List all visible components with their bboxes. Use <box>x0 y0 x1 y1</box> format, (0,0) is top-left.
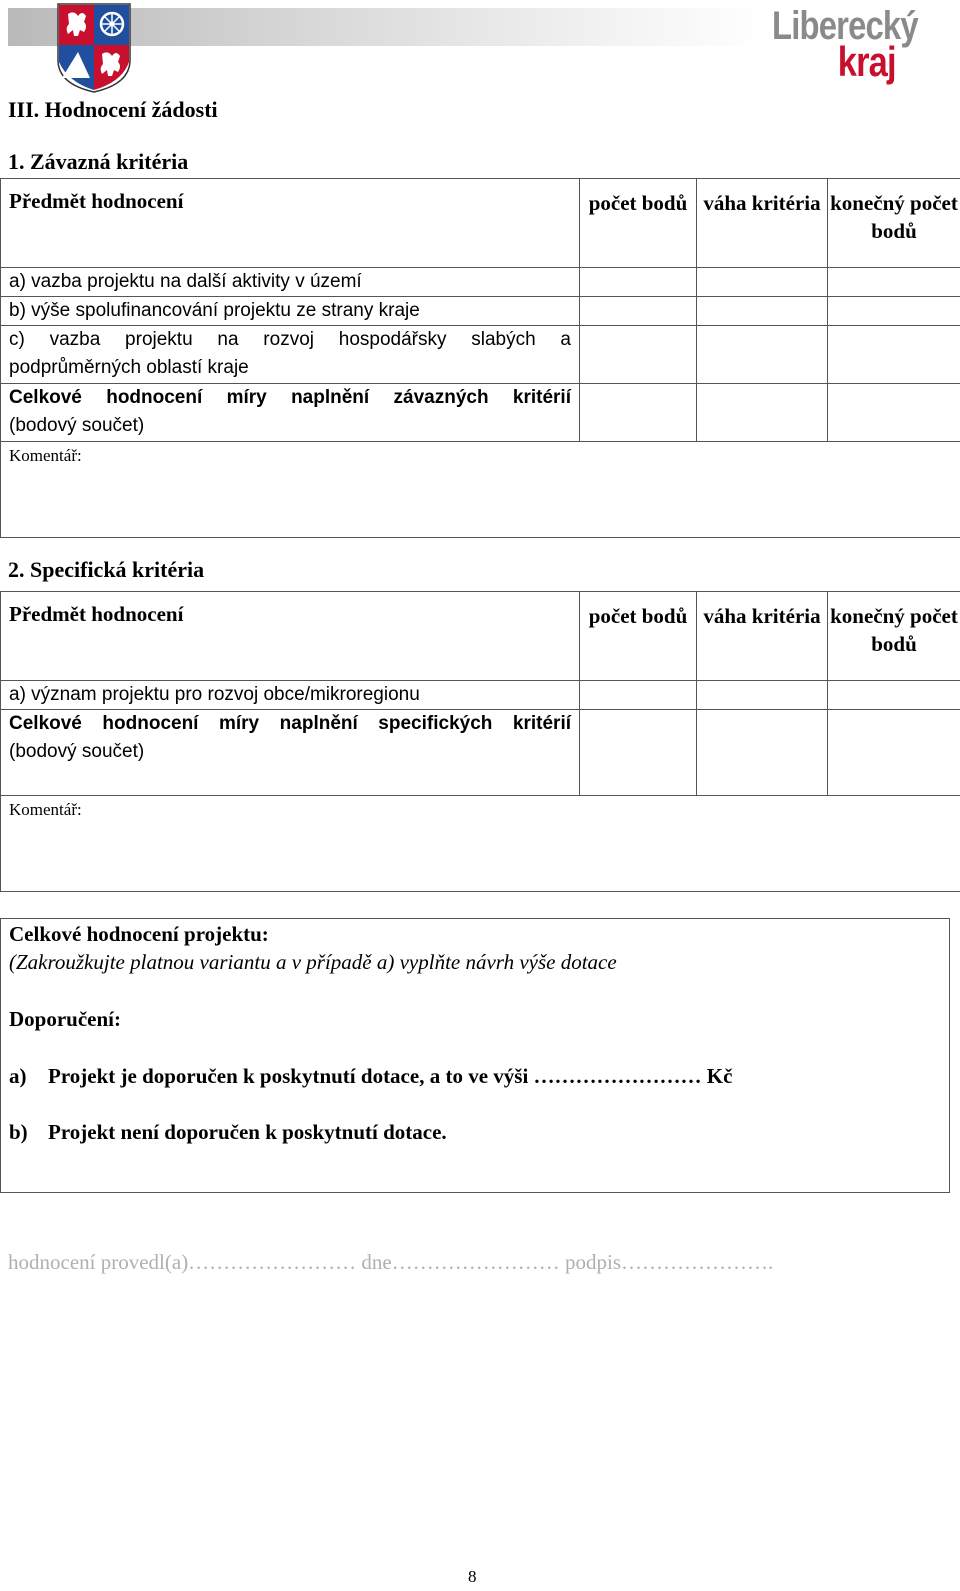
final-cell[interactable] <box>828 681 960 710</box>
final-cell[interactable] <box>828 297 960 326</box>
weight-cell[interactable] <box>697 268 828 297</box>
comment-field[interactable] <box>1 442 960 538</box>
comment-row <box>1 796 960 892</box>
final-cell[interactable] <box>828 326 960 384</box>
logo-text-kraj: kraj <box>837 38 896 85</box>
overall-evaluation-box <box>0 918 950 1193</box>
comment-label: Komentář: <box>9 800 82 819</box>
option-a-letter: a) <box>9 1064 27 1088</box>
col-weight-header: váha kritéria <box>697 179 828 268</box>
criterion-label: c) vazba projektu na rozvoj hospodářsky slabých a podprůměrných oblastí kraje <box>1 326 580 384</box>
points-cell[interactable] <box>580 681 697 710</box>
total-label-bold: Celkové hodnocení míry naplnění závazných kritérií <box>9 387 571 408</box>
criterion-label: a) význam projektu pro rozvoj obce/mikroregionu <box>1 681 580 710</box>
total-label <box>1 384 580 442</box>
total-label-bold: Celkové hodnocení míry naplnění specifických kritérií <box>9 713 571 734</box>
option-a[interactable] <box>9 1064 732 1089</box>
weight-cell[interactable] <box>697 384 828 442</box>
criterion-label: a) vazba projektu na další aktivity v území <box>1 268 580 297</box>
table-header-row <box>1 592 960 681</box>
recommendation-label: Doporučení: <box>9 1007 121 1031</box>
total-row <box>1 710 960 796</box>
final-cell[interactable] <box>828 268 960 297</box>
weight-cell[interactable] <box>697 710 828 796</box>
points-cell[interactable] <box>580 326 697 384</box>
comment-row <box>1 442 960 538</box>
col-weight-header: váha kritéria <box>697 592 828 681</box>
weight-cell[interactable] <box>697 681 828 710</box>
final-cell[interactable] <box>828 710 960 796</box>
table-row <box>1 681 960 710</box>
col-points-header: počet bodů <box>580 179 697 268</box>
table-header-row <box>1 179 960 268</box>
total-label <box>1 710 580 796</box>
page-number: 8 <box>468 1567 477 1586</box>
points-cell[interactable] <box>580 710 697 796</box>
weight-cell[interactable] <box>697 297 828 326</box>
table-row <box>1 326 960 384</box>
option-b[interactable] <box>9 1120 447 1145</box>
col-subject-header: Předmět hodnocení <box>1 179 580 268</box>
col-final-header: konečný počet bodů <box>828 592 960 681</box>
option-a-text: Projekt je doporučen k poskytnutí dotace, a to ve výši …………………… Kč <box>48 1064 733 1088</box>
logo-text-liberecky: Liberecký <box>772 4 918 48</box>
total-label-rest: (bodový součet) <box>9 741 145 762</box>
total-row <box>1 384 960 442</box>
comment-label: Komentář: <box>9 446 82 465</box>
part1-title: 1. Závazná kritéria <box>8 149 189 174</box>
criterion-label: b) výše spolufinancování projektu ze strany kraje <box>1 297 580 326</box>
specific-criteria-table <box>0 591 960 892</box>
points-cell[interactable] <box>580 297 697 326</box>
overall-note: (Zakroužkujte platnou variantu a v případě a) vyplňte návrh výše dotace <box>9 950 617 974</box>
signature-line: hodnocení provedl(a)…………………… dne…………………… podpis…………………. <box>8 1250 774 1274</box>
weight-cell[interactable] <box>697 326 828 384</box>
section-title: III. Hodnocení žádosti <box>8 97 218 122</box>
option-b-letter: b) <box>9 1120 28 1144</box>
comment-field[interactable] <box>1 796 960 892</box>
col-subject-header: Předmět hodnocení <box>1 592 580 681</box>
points-cell[interactable] <box>580 268 697 297</box>
table-row <box>1 268 960 297</box>
total-label-rest: (bodový součet) <box>9 415 145 436</box>
points-cell[interactable] <box>580 384 697 442</box>
liberecky-kraj-logo <box>772 4 940 85</box>
binding-criteria-table <box>0 178 960 538</box>
option-b-text: Projekt není doporučen k poskytnutí dotace. <box>48 1120 447 1144</box>
table-row <box>1 297 960 326</box>
overall-title: Celkové hodnocení projektu: <box>9 922 269 946</box>
liberec-region-coat-of-arms-icon <box>56 2 132 94</box>
col-final-header: konečný počet bodů <box>828 179 960 268</box>
final-cell[interactable] <box>828 384 960 442</box>
part2-title: 2. Specifická kritéria <box>8 557 205 582</box>
col-points-header: počet bodů <box>580 592 697 681</box>
